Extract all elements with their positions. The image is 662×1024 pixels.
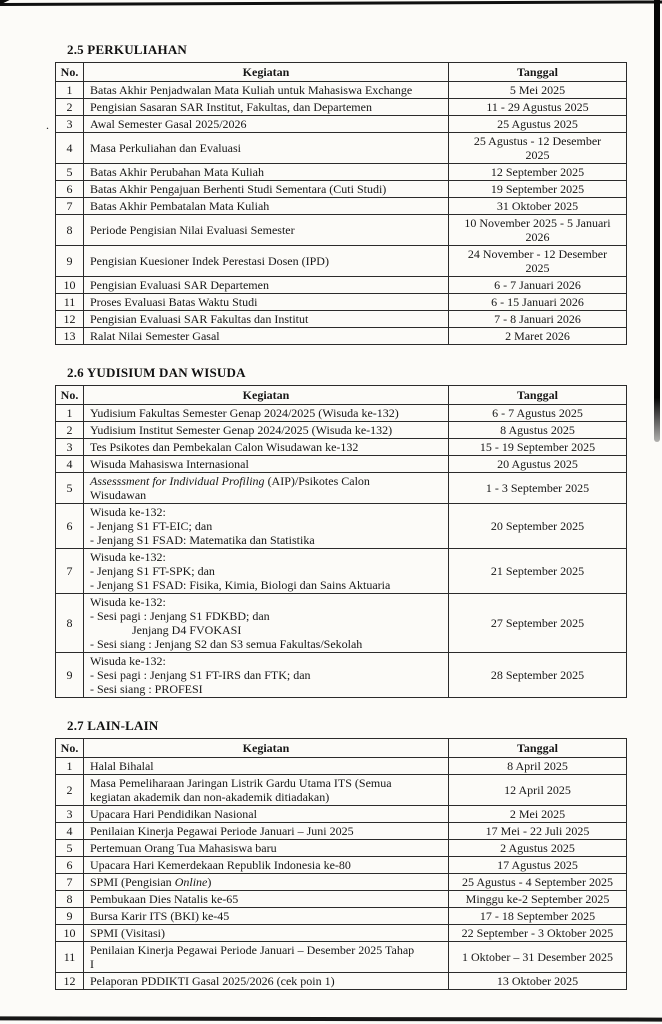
table-row	[56, 164, 627, 181]
tanggal-line: 2 Agustus 2025	[500, 841, 575, 855]
cell-no: 5	[56, 840, 84, 857]
table-row	[56, 473, 627, 504]
tanggal-line: 17 Mei - 22 Juli 2025	[485, 824, 590, 838]
cell-no: 3	[56, 439, 84, 456]
cell-kegiatan	[84, 311, 449, 328]
table-row	[56, 942, 627, 973]
table-row	[56, 840, 627, 857]
cell-no: 3	[56, 116, 84, 133]
cell-kegiatan	[84, 277, 449, 294]
schedule-table-2-7	[55, 738, 627, 990]
column-header: Tanggal	[449, 739, 627, 758]
cell-tanggal	[449, 473, 627, 504]
cell-no: 5	[56, 473, 84, 504]
tanggal-line: 5 Mei 2025	[509, 83, 566, 97]
table-row	[56, 504, 627, 549]
table-row	[56, 311, 627, 328]
kegiatan-line: Penilaian Kinerja Pegawai Periode Januari – Desember 2025 Tahap	[90, 943, 415, 957]
table-row	[56, 823, 627, 840]
cell-no: 1	[56, 405, 84, 422]
cell-tanggal	[449, 908, 627, 925]
kegiatan-line: Assesssment for Individual Profiling (AIP)/Psikotes Calon	[90, 474, 370, 488]
cell-kegiatan	[84, 116, 449, 133]
cell-kegiatan	[84, 133, 449, 164]
cell-no: 6	[56, 504, 84, 549]
kegiatan-line: Upacara Hari Kemerdekaan Republik Indonesia ke-80	[90, 858, 351, 872]
cell-tanggal	[449, 758, 627, 775]
kegiatan-line: SPMI (Visitasi)	[90, 926, 165, 940]
table-row	[56, 82, 627, 99]
italic-text: Assesssment for Individual Profiling	[90, 474, 265, 488]
cell-tanggal	[449, 294, 627, 311]
header-row	[56, 63, 627, 82]
cell-kegiatan	[84, 215, 449, 246]
cell-no: 8	[56, 215, 84, 246]
tanggal-line: 2025	[525, 261, 550, 275]
cell-tanggal	[449, 99, 627, 116]
tanggal-line: 2025	[525, 148, 550, 162]
cell-tanggal	[449, 277, 627, 294]
cell-tanggal	[449, 133, 627, 164]
scan-stray-mark: .	[46, 118, 49, 132]
tanggal-line: 20 Agustus 2025	[497, 457, 578, 471]
cell-no: 2	[56, 775, 84, 806]
cell-no: 6	[56, 857, 84, 874]
cell-no: 9	[56, 246, 84, 277]
cell-no: 11	[56, 294, 84, 311]
cell-kegiatan	[84, 942, 449, 973]
cell-kegiatan	[84, 82, 449, 99]
tanggal-line: 2 Mei 2025	[509, 807, 566, 821]
tanggal-line: 6 - 15 Januari 2026	[491, 295, 584, 309]
cell-no: 1	[56, 758, 84, 775]
cell-no: 8	[56, 891, 84, 908]
cell-tanggal	[449, 840, 627, 857]
document-page	[55, 42, 627, 1010]
kegiatan-line: Pengisian Kuesioner Indek Perestasi Dosen (IPD)	[90, 254, 329, 268]
cell-kegiatan	[84, 823, 449, 840]
cell-tanggal	[449, 116, 627, 133]
table-row	[56, 294, 627, 311]
kegiatan-line: Ralat Nilai Semester Gasal	[90, 329, 220, 343]
cell-tanggal	[449, 328, 627, 345]
header-row	[56, 386, 627, 405]
kegiatan-line: - Jenjang S1 FT-EIC; dan	[90, 519, 213, 533]
cell-no: 9	[56, 653, 84, 698]
section-title: 2.5 PERKULIAHAN	[67, 42, 188, 57]
kegiatan-line: Pertemuan Orang Tua Mahasiswa baru	[90, 841, 277, 855]
cell-kegiatan	[84, 456, 449, 473]
tanggal-line: 8 April 2025	[507, 759, 568, 773]
kegiatan-line: Pelaporan PDDIKTI Gasal 2025/2026 (cek poin 1)	[90, 974, 335, 988]
cell-kegiatan	[84, 422, 449, 439]
section-title: 2.7 LAIN-LAIN	[67, 718, 159, 733]
kegiatan-line: Wisuda ke-132:	[90, 654, 166, 668]
kegiatan-line: Masa Pemeliharaan Jaringan Listrik Gardu Utama ITS (Semua	[90, 776, 392, 790]
kegiatan-line: Periode Pengisian Nilai Evaluasi Semester	[90, 223, 295, 237]
cell-kegiatan	[84, 908, 449, 925]
cell-no: 7	[56, 549, 84, 594]
cell-tanggal	[449, 942, 627, 973]
kegiatan-line: - Jenjang S1 FT-SPK; dan	[90, 564, 215, 578]
table-row	[56, 246, 627, 277]
kegiatan-line: Penilaian Kinerja Pegawai Periode Januari – Juni 2025	[90, 824, 354, 838]
table-row	[56, 925, 627, 942]
column-header: Tanggal	[449, 63, 627, 82]
cell-kegiatan	[84, 181, 449, 198]
tanggal-line: 11 - 29 Agustus 2025	[486, 100, 589, 114]
section-2-6	[55, 365, 627, 698]
cell-tanggal	[449, 891, 627, 908]
kegiatan-line: Batas Akhir Pembatalan Mata Kuliah	[90, 199, 270, 213]
cell-kegiatan	[84, 294, 449, 311]
cell-tanggal	[449, 198, 627, 215]
tanggal-line: 13 Oktober 2025	[496, 974, 579, 988]
schedule-table-2-5	[55, 62, 627, 345]
tanggal-line: 7 - 8 Januari 2026	[494, 312, 581, 326]
cell-kegiatan	[84, 198, 449, 215]
kegiatan-line: Masa Perkuliahan dan Evaluasi	[90, 141, 241, 155]
kegiatan-line: kegiatan akademik dan non-akademik ditiadakan)	[90, 790, 330, 804]
table-row	[56, 116, 627, 133]
tanggal-line: 21 September 2025	[490, 564, 585, 578]
column-header: No.	[56, 63, 84, 82]
table-row	[56, 973, 627, 990]
cell-kegiatan	[84, 758, 449, 775]
scan-artifact-right-edge-bar	[654, 0, 660, 442]
table-row	[56, 328, 627, 345]
header-row	[56, 739, 627, 758]
cell-tanggal	[449, 775, 627, 806]
kegiatan-line: - Sesi siang : PROFESI	[90, 682, 203, 696]
kegiatan-line: Halal Bihalal	[90, 759, 154, 773]
cell-kegiatan	[84, 405, 449, 422]
kegiatan-line: - Jenjang S1 FSAD: Fisika, Kimia, Biologi dan Sains Aktuaria	[90, 578, 391, 592]
cell-kegiatan	[84, 504, 449, 549]
cell-tanggal	[449, 549, 627, 594]
tanggal-line: 12 September 2025	[490, 165, 585, 179]
tanggal-line: 15 - 19 September 2025	[479, 440, 596, 454]
tanggal-line: 8 Agustus 2025	[500, 423, 575, 437]
cell-no: 12	[56, 311, 84, 328]
cell-tanggal	[449, 857, 627, 874]
cell-kegiatan	[84, 840, 449, 857]
table-row	[56, 908, 627, 925]
kegiatan-line: Batas Akhir Perubahan Mata Kuliah	[90, 165, 264, 179]
kegiatan-line: - Sesi siang : Jenjang S2 dan S3 semua Fakultas/Sekolah	[90, 637, 363, 651]
cell-kegiatan	[84, 925, 449, 942]
table-row	[56, 594, 627, 653]
kegiatan-line: Wisudawan	[90, 488, 147, 502]
cell-tanggal	[449, 504, 627, 549]
cell-tanggal	[449, 181, 627, 198]
cell-tanggal	[449, 874, 627, 891]
schedule-table-2-6	[55, 385, 627, 698]
tanggal-line: 25 Agustus - 12 Desember	[473, 134, 602, 148]
table-row	[56, 456, 627, 473]
kegiatan-line: Yudisium Institut Semester Genap 2024/2025 (Wisuda ke-132)	[90, 423, 393, 437]
tanggal-line: 25 Agustus 2025	[497, 117, 578, 131]
kegiatan-line: I	[90, 957, 94, 971]
cell-tanggal	[449, 82, 627, 99]
sections-host	[55, 42, 627, 990]
tanggal-line: 31 Oktober 2025	[496, 199, 579, 213]
kegiatan-line: Wisuda ke-132:	[90, 550, 166, 564]
table-row	[56, 405, 627, 422]
kegiatan-line: Pengisian Evaluasi SAR Fakultas dan Institut	[90, 312, 309, 326]
tanggal-line: Minggu ke-2 September 2025	[465, 892, 610, 906]
cell-tanggal	[449, 246, 627, 277]
table-row	[56, 891, 627, 908]
cell-kegiatan	[84, 775, 449, 806]
cell-no: 11	[56, 942, 84, 973]
section-title: 2.6 YUDISIUM DAN WISUDA	[67, 365, 246, 380]
table-row	[56, 215, 627, 246]
cell-no: 6	[56, 181, 84, 198]
cell-no: 3	[56, 806, 84, 823]
table-row	[56, 806, 627, 823]
column-header: Kegiatan	[84, 386, 449, 405]
cell-tanggal	[449, 823, 627, 840]
cell-no: 4	[56, 133, 84, 164]
table-row	[56, 99, 627, 116]
tanggal-line: 25 Agustus - 4 September 2025	[462, 875, 613, 889]
tanggal-line: 1 - 3 September 2025	[485, 481, 590, 495]
cell-tanggal	[449, 311, 627, 328]
cell-tanggal	[449, 594, 627, 653]
cell-tanggal	[449, 456, 627, 473]
tanggal-line: 12 April 2025	[504, 783, 571, 797]
cell-no: 5	[56, 164, 84, 181]
cell-kegiatan	[84, 439, 449, 456]
cell-kegiatan	[84, 857, 449, 874]
cell-no: 10	[56, 277, 84, 294]
table-row	[56, 422, 627, 439]
cell-tanggal	[449, 806, 627, 823]
scan-artifact-top-line	[0, 0, 662, 6]
tanggal-line: 17 - 18 September 2025	[479, 909, 596, 923]
cell-tanggal	[449, 925, 627, 942]
kegiatan-line: Batas Akhir Penjadwalan Mata Kuliah untuk Mahasiswa Exchange	[90, 83, 413, 97]
cell-kegiatan	[84, 653, 449, 698]
kegiatan-line: Batas Akhir Pengajuan Berhenti Studi Sementara (Cuti Studi)	[90, 182, 387, 196]
cell-no: 4	[56, 823, 84, 840]
tanggal-line: 22 September - 3 Oktober 2025	[461, 926, 614, 940]
table-row	[56, 874, 627, 891]
cell-kegiatan	[84, 164, 449, 181]
table-row	[56, 653, 627, 698]
table-row	[56, 277, 627, 294]
tanggal-line: 10 November 2025 - 5 Januari	[464, 216, 611, 230]
cell-kegiatan	[84, 99, 449, 116]
cell-tanggal	[449, 215, 627, 246]
tanggal-line: 24 November - 12 Desember	[467, 247, 608, 261]
table-row	[56, 857, 627, 874]
cell-no: 2	[56, 99, 84, 116]
cell-no: 9	[56, 908, 84, 925]
kegiatan-line: Jenjang D4 FVOKASI	[90, 623, 242, 637]
kegiatan-line: Pengisian Sasaran SAR Institut, Fakultas, dan Departemen	[90, 100, 372, 114]
table-row	[56, 181, 627, 198]
table-row	[56, 758, 627, 775]
cell-tanggal	[449, 164, 627, 181]
kegiatan-line: Upacara Hari Pendidikan Nasional	[90, 807, 257, 821]
kegiatan-line: Wisuda ke-132:	[90, 595, 166, 609]
section-2-7	[55, 718, 627, 990]
scan-artifact-bottom-line	[0, 1016, 662, 1021]
column-header: Tanggal	[449, 386, 627, 405]
cell-tanggal	[449, 973, 627, 990]
cell-tanggal	[449, 405, 627, 422]
cell-kegiatan	[84, 473, 449, 504]
cell-kegiatan	[84, 806, 449, 823]
italic-text: Online	[174, 875, 208, 889]
cell-no: 8	[56, 594, 84, 653]
cell-tanggal	[449, 653, 627, 698]
kegiatan-line: Bursa Karir ITS (BKI) ke-45	[90, 909, 230, 923]
cell-kegiatan	[84, 594, 449, 653]
kegiatan-line: - Sesi pagi : Jenjang S1 FDKBD; dan	[90, 609, 270, 623]
tanggal-line: 27 September 2025	[490, 616, 585, 630]
kegiatan-line: Tes Psikotes dan Pembekalan Calon Wisudawan ke-132	[90, 440, 359, 454]
cell-no: 10	[56, 925, 84, 942]
cell-kegiatan	[84, 549, 449, 594]
cell-tanggal	[449, 422, 627, 439]
table-row	[56, 439, 627, 456]
cell-kegiatan	[84, 891, 449, 908]
kegiatan-line: Awal Semester Gasal 2025/2026	[90, 117, 247, 131]
kegiatan-line: Pengisian Evaluasi SAR Departemen	[90, 278, 269, 292]
tanggal-line: 17 Agustus 2025	[497, 858, 578, 872]
tanggal-line: 1 Oktober – 31 Desember 2025	[462, 950, 613, 964]
column-header: No.	[56, 386, 84, 405]
cell-no: 7	[56, 874, 84, 891]
column-header: Kegiatan	[84, 63, 449, 82]
tanggal-line: 19 September 2025	[490, 182, 585, 196]
cell-no: 7	[56, 198, 84, 215]
cell-no: 12	[56, 973, 84, 990]
kegiatan-line: Wisuda Mahasiswa Internasional	[90, 457, 249, 471]
tanggal-line: 6 - 7 Januari 2026	[494, 278, 581, 292]
table-row	[56, 133, 627, 164]
cell-kegiatan	[84, 874, 449, 891]
table-row	[56, 775, 627, 806]
kegiatan-line: - Sesi pagi : Jenjang S1 FT-IRS dan FTK; dan	[90, 668, 311, 682]
tanggal-line: 2026	[525, 230, 550, 244]
cell-kegiatan	[84, 973, 449, 990]
tanggal-line: 20 September 2025	[490, 519, 585, 533]
column-header: No.	[56, 739, 84, 758]
cell-no: 4	[56, 456, 84, 473]
kegiatan-line: Wisuda ke-132:	[90, 505, 166, 519]
tanggal-line: 6 - 7 Agustus 2025	[492, 406, 583, 420]
kegiatan-line: SPMI (Pengisian Online)	[90, 875, 212, 889]
cell-kegiatan	[84, 328, 449, 345]
cell-tanggal	[449, 439, 627, 456]
table-row	[56, 198, 627, 215]
table-row	[56, 549, 627, 594]
cell-no: 2	[56, 422, 84, 439]
kegiatan-line: Proses Evaluasi Batas Waktu Studi	[90, 295, 258, 309]
section-2-5	[55, 42, 627, 345]
kegiatan-line: Pembukaan Dies Natalis ke-65	[90, 892, 239, 906]
cell-no: 1	[56, 82, 84, 99]
cell-no: 13	[56, 328, 84, 345]
column-header: Kegiatan	[84, 739, 449, 758]
cell-kegiatan	[84, 246, 449, 277]
kegiatan-line: - Jenjang S1 FSAD: Matematika dan Statistika	[90, 533, 315, 547]
tanggal-line: 28 September 2025	[490, 668, 585, 682]
kegiatan-line: Yudisium Fakultas Semester Genap 2024/2025 (Wisuda ke-132)	[90, 406, 399, 420]
tanggal-line: 2 Maret 2026	[505, 329, 570, 343]
